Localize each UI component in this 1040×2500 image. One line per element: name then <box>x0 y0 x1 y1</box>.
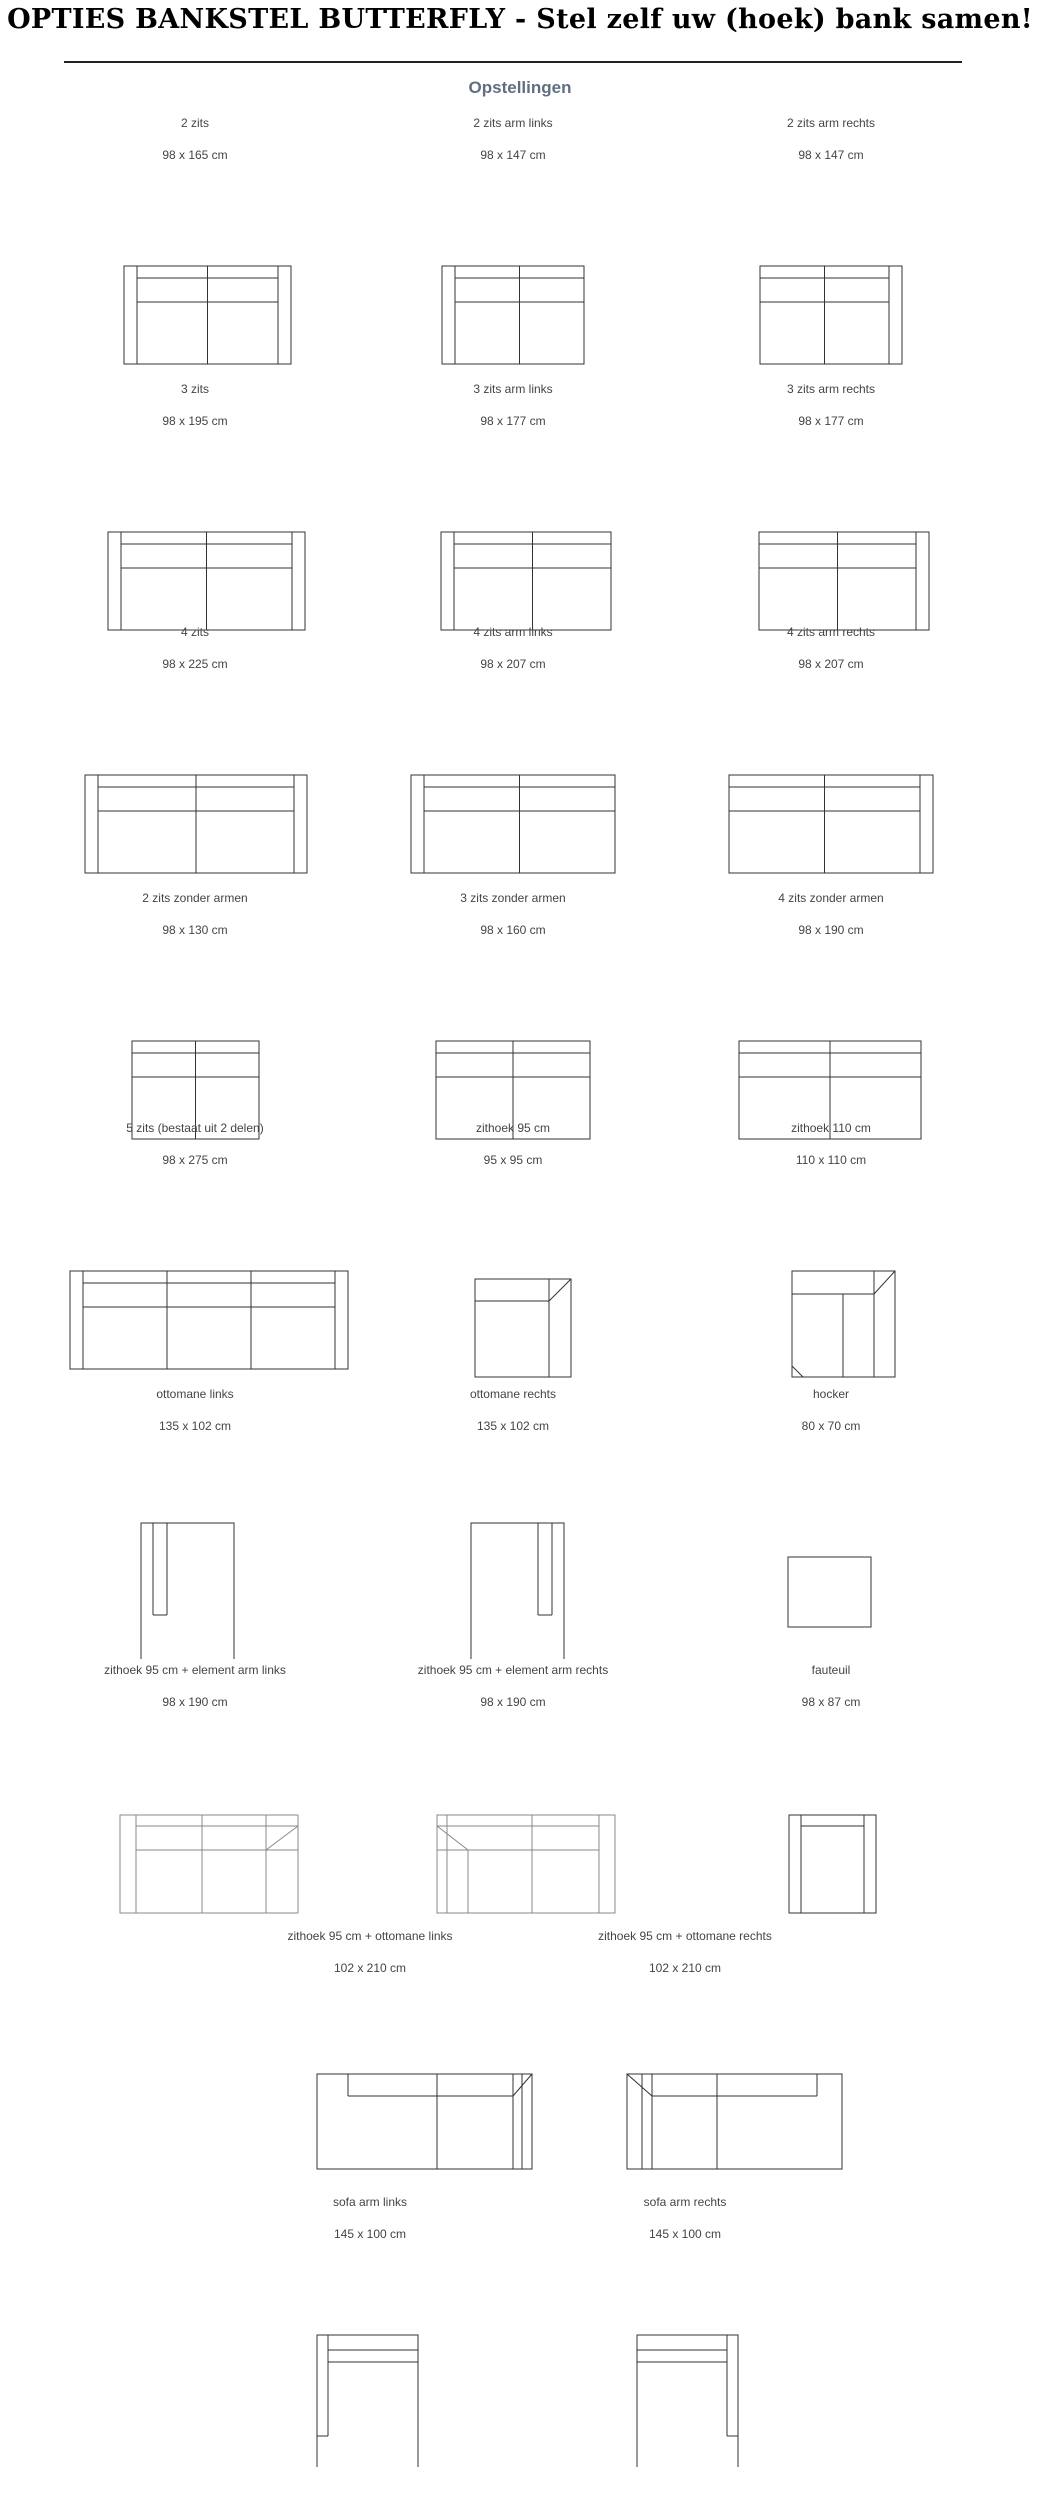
option-dimensions: 102 x 210 cm <box>648 1961 722 1975</box>
sofa-diagram-h110 <box>671 1183 1001 1393</box>
sofa-diagram-faut <box>671 1725 1001 1935</box>
option-name: ottomane rechts <box>469 1387 557 1401</box>
option-dimensions: 98 x 225 cm <box>162 657 228 671</box>
option-name: 3 zits <box>180 382 209 396</box>
option-name: 4 zits zonder armen <box>778 891 884 905</box>
sofa-diagram-h95 <box>353 1183 683 1393</box>
option-name: 2 zits arm rechts <box>786 116 876 130</box>
option-dimensions: 80 x 70 cm <box>801 1419 861 1433</box>
sofa-diagram-hear <box>353 1725 683 1935</box>
sofa-diagram-3z <box>35 444 365 654</box>
sofa-diagram-4zl <box>353 687 683 897</box>
option-dimensions: 98 x 165 cm <box>162 148 228 162</box>
option-name: 2 zits zonder armen <box>142 891 248 905</box>
title-divider <box>64 61 962 63</box>
option-dimensions: 135 x 102 cm <box>476 1419 550 1433</box>
option-name: zithoek 95 cm + ottomane links <box>287 1929 453 1943</box>
option-dimensions: 98 x 87 cm <box>801 1695 861 1709</box>
sofa-diagram-sal <box>210 2257 540 2467</box>
sofa-diagram-5z <box>35 1183 365 1393</box>
sofa-diagram-hor <box>525 1991 855 2201</box>
section-heading: Opstellingen <box>468 78 572 97</box>
option-dimensions: 98 x 195 cm <box>162 414 228 428</box>
option-name: zithoek 95 cm + element arm rechts <box>417 1663 609 1677</box>
sofa-diagram-sar <box>525 2257 855 2467</box>
option-name: 3 zits zonder armen <box>460 891 566 905</box>
option-name: 3 zits arm links <box>473 382 553 396</box>
option-dimensions: 102 x 210 cm <box>333 1961 407 1975</box>
option-name: 4 zits arm links <box>473 625 553 639</box>
option-name: 4 zits arm rechts <box>786 625 876 639</box>
option-dimensions: 95 x 95 cm <box>483 1153 543 1167</box>
option-dimensions: 98 x 130 cm <box>162 923 228 937</box>
option-dimensions: 145 x 100 cm <box>648 2227 722 2241</box>
option-name: zithoek 95 cm + ottomane rechts <box>598 1929 772 1943</box>
option-name: 2 zits arm links <box>473 116 553 130</box>
option-name: sofa arm links <box>332 2195 408 2209</box>
sofa-diagram-4z <box>35 687 365 897</box>
option-name: fauteuil <box>811 1663 851 1677</box>
option-dimensions: 98 x 190 cm <box>162 1695 228 1709</box>
option-dimensions: 98 x 190 cm <box>480 1695 546 1709</box>
sofa-diagram-2z <box>35 178 365 388</box>
sofa-diagram-heal <box>35 1725 365 1935</box>
option-dimensions: 98 x 207 cm <box>798 657 864 671</box>
sofa-diagram-hock <box>671 1449 1001 1659</box>
sofa-diagram-2zl <box>353 178 683 388</box>
option-name: zithoek 95 cm + element arm links <box>104 1663 286 1677</box>
option-name: 3 zits arm rechts <box>786 382 876 396</box>
sofa-diagram-3zr <box>671 444 1001 654</box>
sofa-diagram-2zr <box>671 178 1001 388</box>
option-dimensions: 145 x 100 cm <box>333 2227 407 2241</box>
option-name: sofa arm rechts <box>643 2195 727 2209</box>
option-dimensions: 98 x 147 cm <box>480 148 546 162</box>
option-name: hocker <box>812 1387 850 1401</box>
option-dimensions: 98 x 275 cm <box>162 1153 228 1167</box>
option-dimensions: 110 x 110 cm <box>795 1153 867 1167</box>
option-name: ottomane links <box>156 1387 234 1401</box>
option-dimensions: 98 x 177 cm <box>480 414 546 428</box>
option-name: 5 zits (bestaat uit 2 delen) <box>126 1121 264 1135</box>
option-dimensions: 98 x 160 cm <box>480 923 546 937</box>
sofa-diagram-3zl <box>353 444 683 654</box>
option-dimensions: 98 x 207 cm <box>480 657 546 671</box>
option-dimensions: 98 x 190 cm <box>798 923 864 937</box>
sofa-diagram-otl <box>35 1449 365 1659</box>
option-name: zithoek 110 cm <box>791 1121 871 1135</box>
option-name: 2 zits <box>180 116 209 130</box>
page-title: OPTIES BANKSTEL BUTTERFLY - Stel zelf uw (hoek) bank samen! <box>7 4 1033 35</box>
sofa-diagram-hol <box>210 1991 540 2201</box>
option-dimensions: 98 x 147 cm <box>798 148 864 162</box>
sofa-diagram-otr <box>353 1449 683 1659</box>
sofa-diagram-4zr <box>671 687 1001 897</box>
option-name: zithoek 95 cm <box>475 1121 551 1135</box>
option-name: 4 zits <box>180 625 209 639</box>
option-dimensions: 98 x 177 cm <box>798 414 864 428</box>
option-dimensions: 135 x 102 cm <box>158 1419 232 1433</box>
